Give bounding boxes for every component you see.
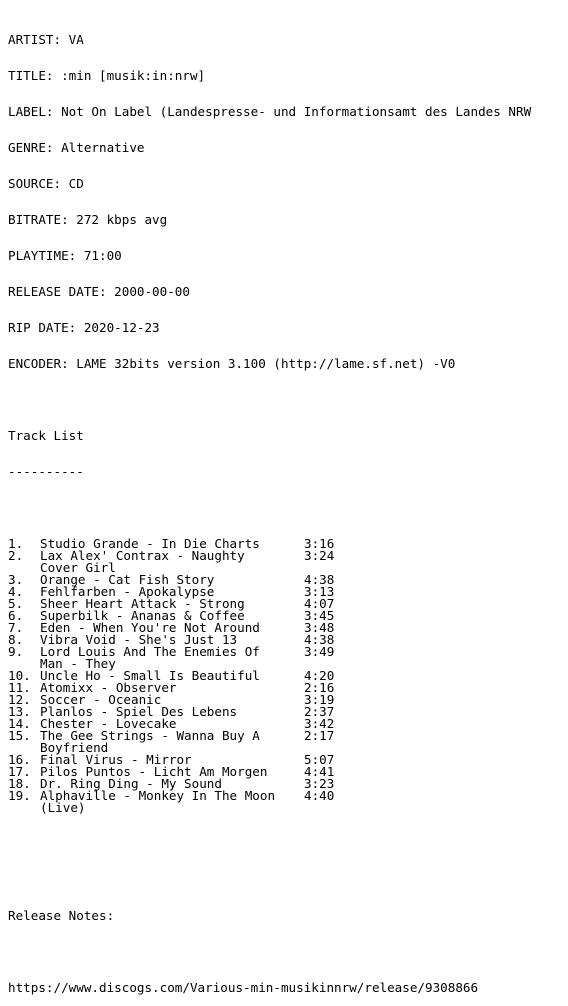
track-number: 15. [8, 728, 31, 743]
track-number: 7. [8, 620, 24, 635]
track-duration: 2:16 [304, 680, 335, 695]
encoder-line: ENCODER: LAME 32bits version 3.100 (http://lame.sf.net) -V0 [8, 356, 456, 371]
track-duration: 3:42 [304, 716, 335, 731]
spacer [8, 838, 531, 850]
spacer [8, 502, 531, 514]
track-row [8, 778, 531, 790]
track-row [8, 682, 531, 694]
track-title-continuation: Cover Girl [40, 560, 116, 575]
track-duration: 4:41 [304, 764, 335, 779]
track-number: 12. [8, 692, 31, 707]
track-number: 9. [8, 644, 24, 659]
track-number: 14. [8, 716, 31, 731]
track-list-heading: Track List [8, 428, 84, 443]
spacer [8, 946, 531, 958]
track-duration: 5:07 [304, 752, 335, 767]
track-number: 13. [8, 704, 31, 719]
track-title: Alphaville - Monkey In The Moon [40, 788, 276, 803]
track-title: Lord Louis And The Enemies Of [40, 644, 260, 659]
track-title: Fehlfarben - Apokalypse [40, 584, 215, 599]
track-row [8, 646, 531, 658]
track-row [8, 766, 531, 778]
track-number: 18. [8, 776, 31, 791]
track-row [8, 754, 531, 766]
track-title-continuation: (Live) [40, 800, 86, 815]
track-row [8, 586, 531, 598]
track-duration: 2:17 [304, 728, 335, 743]
track-title: Soccer - Oceanic [40, 692, 162, 707]
track-row [8, 670, 531, 682]
track-row [8, 598, 531, 610]
track-number: 6. [8, 608, 24, 623]
track-number: 8. [8, 632, 24, 647]
artist-line: ARTIST: VA [8, 32, 84, 47]
track-title: Lax Alex' Contrax - Naughty [40, 548, 245, 563]
track-duration: 3:16 [304, 536, 335, 551]
track-duration: 3:24 [304, 548, 335, 563]
track-duration: 4:38 [304, 572, 335, 587]
track-duration: 3:19 [304, 692, 335, 707]
track-number: 3. [8, 572, 24, 587]
release-notes-url[interactable]: https://www.discogs.com/Various-min-musikinnrw/release/9308866 [8, 980, 479, 995]
track-title: Final Virus - Mirror [40, 752, 192, 767]
source-line: SOURCE: CD [8, 176, 84, 191]
track-duration: 4:40 [304, 788, 335, 803]
track-duration: 3:23 [304, 776, 335, 791]
track-number: 4. [8, 584, 24, 599]
track-title: Sheer Heart Attack - Strong [40, 596, 245, 611]
track-title: Studio Grande - In Die Charts [40, 536, 260, 551]
track-title: Atomixx - Observer [40, 680, 177, 695]
track-title: Orange - Cat Fish Story [40, 572, 215, 587]
release-notes-heading: Release Notes: [8, 908, 115, 923]
track-number: 19. [8, 788, 31, 803]
track-title-continuation: Boyfriend [40, 740, 109, 755]
track-title: Planlos - Spiel Des Lebens [40, 704, 238, 719]
playtime-line: PLAYTIME: 71:00 [8, 248, 122, 263]
track-duration: 3:13 [304, 584, 335, 599]
track-row [8, 634, 531, 646]
track-title: Superbilk - Ananas & Coffee [40, 608, 245, 623]
nfo-document [8, 10, 531, 1006]
rip-date-line: RIP DATE: 2020-12-23 [8, 320, 160, 335]
track-duration: 2:37 [304, 704, 335, 719]
track-row [8, 790, 531, 802]
track-row [8, 694, 531, 706]
track-title: The Gee Strings - Wanna Buy A [40, 728, 260, 743]
label-line: LABEL: Not On Label (Landespresse- und Informationsamt des Landes NRW [8, 104, 532, 119]
track-row [8, 622, 531, 634]
track-row [8, 574, 531, 586]
track-row [8, 718, 531, 730]
track-list [8, 538, 531, 814]
track-row [8, 730, 531, 742]
track-duration: 3:49 [304, 644, 335, 659]
bitrate-line: BITRATE: 272 kbps avg [8, 212, 168, 227]
track-row [8, 610, 531, 622]
spacer [8, 394, 531, 406]
track-list-underline: ---------- [8, 464, 84, 479]
track-title: Dr. Ring Ding - My Sound [40, 776, 222, 791]
release-date-line: RELEASE DATE: 2000-00-00 [8, 284, 190, 299]
spacer [8, 874, 531, 886]
track-number: 16. [8, 752, 31, 767]
track-number: 10. [8, 668, 31, 683]
track-duration: 4:20 [304, 668, 335, 683]
track-title: Pilos Puntos - Licht Am Morgen [40, 764, 268, 779]
track-title: Uncle Ho - Small Is Beautiful [40, 668, 260, 683]
track-number: 17. [8, 764, 31, 779]
track-title: Chester - Lovecake [40, 716, 177, 731]
track-duration: 3:48 [304, 620, 335, 635]
track-title-continuation: Man - They [40, 656, 116, 671]
track-duration: 4:38 [304, 632, 335, 647]
track-number: 2. [8, 548, 24, 563]
track-number: 5. [8, 596, 24, 611]
track-title: Eden - When You're Not Around [40, 620, 260, 635]
track-duration: 4:07 [304, 596, 335, 611]
track-duration: 3:45 [304, 608, 335, 623]
title-line: TITLE: :min [musik:in:nrw] [8, 68, 206, 83]
genre-line: GENRE: Alternative [8, 140, 145, 155]
track-row [8, 706, 531, 718]
track-title: Vibra Void - She's Just 13 [40, 632, 238, 647]
track-number: 1. [8, 536, 24, 551]
track-number: 11. [8, 680, 31, 695]
